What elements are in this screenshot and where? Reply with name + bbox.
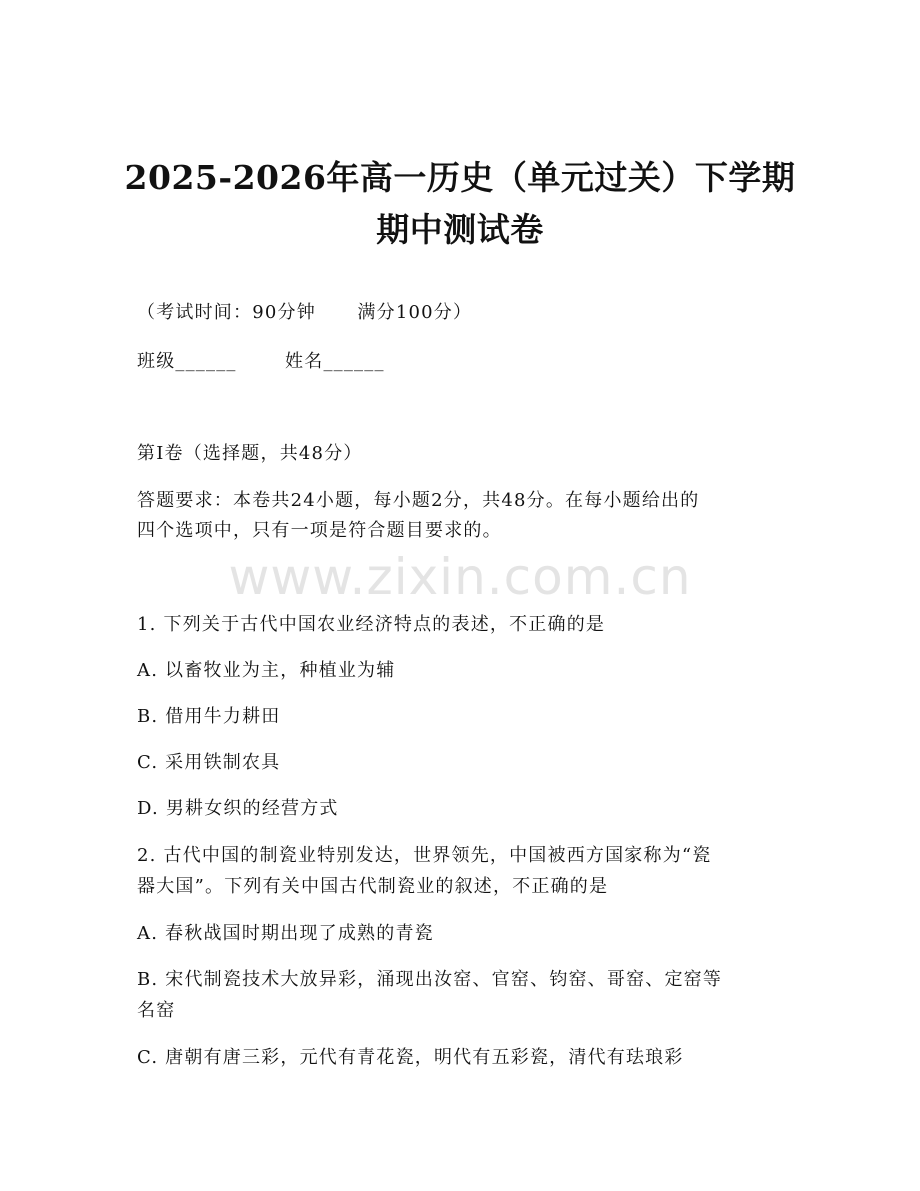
question-2-option-b-line-2: 名窑 <box>137 1000 176 1021</box>
question-1-option-c: C. 采用铁制农具 <box>137 752 281 773</box>
question-2-stem-line-1: 2. 古代中国的制瓷业特别发达，世界领先，中国被西方国家称为“瓷 <box>137 845 712 866</box>
question-2-stem-line-2: 器大国”。下列有关中国古代制瓷业的叙述，不正确的是 <box>137 876 609 897</box>
watermark: www.zixin.com.cn <box>228 548 692 606</box>
question-2-option-c: C. 唐朝有唐三彩，元代有青花瓷，明代有五彩瓷，清代有珐琅彩 <box>137 1047 684 1068</box>
exam-title-line-1: 2025-2026年高一历史（单元过关）下学期 <box>124 158 796 197</box>
question-2-option-a: A. 春秋战国时期出现了成熟的青瓷 <box>137 923 434 944</box>
section-heading: 第I卷（选择题，共48分） <box>137 443 363 464</box>
student-fields: 班级______ 姓名______ <box>137 351 385 372</box>
instructions-line-1: 答题要求：本卷共24小题，每小题2分，共48分。在每小题给出的 <box>137 490 700 511</box>
instructions-line-2: 四个选项中，只有一项是符合题目要求的。 <box>137 520 502 541</box>
question-1-option-a: A. 以畜牧业为主，种植业为辅 <box>137 660 396 681</box>
exam-title-line-2: 期中测试卷 <box>376 210 544 249</box>
exam-info: （考试时间：90分钟 满分100分） <box>137 302 473 323</box>
question-2-option-b-line-1: B. 宋代制瓷技术大放异彩，涌现出汝窑、官窑、钧窑、哥窑、定窑等 <box>137 969 723 990</box>
question-1-option-b: B. 借用牛力耕田 <box>137 706 281 727</box>
question-1-stem: 1. 下列关于古代中国农业经济特点的表述，不正确的是 <box>137 614 606 635</box>
question-1-option-d: D. 男耕女织的经营方式 <box>137 798 339 819</box>
